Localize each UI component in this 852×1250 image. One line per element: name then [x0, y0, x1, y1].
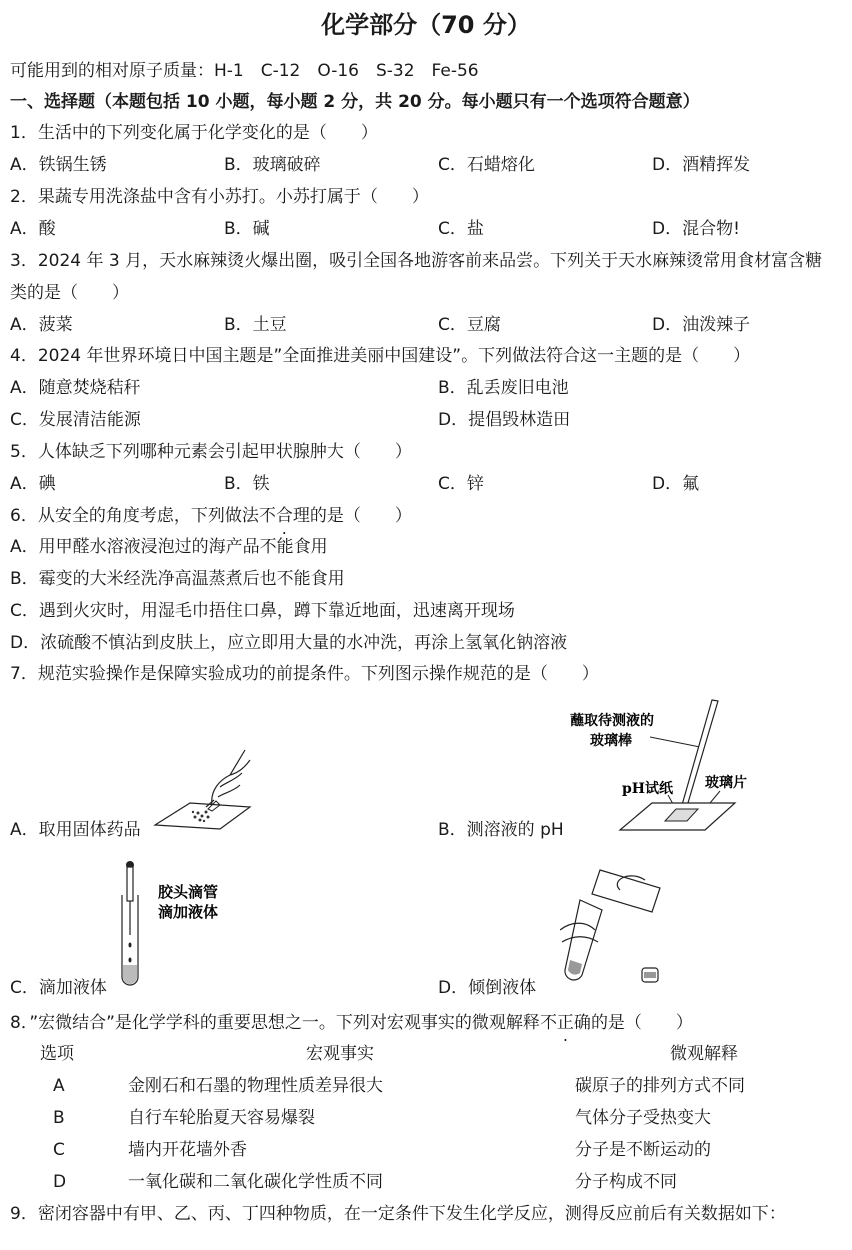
q8-row-c-fact: 墙内开花墙外香	[128, 1140, 247, 1160]
q8-row-b-explanation: 气体分子受热变大	[575, 1108, 711, 1128]
fig-b-label-ph-paper: pH试纸	[622, 781, 674, 797]
q3-option-d[interactable]: D．油泼辣子	[652, 315, 751, 335]
q8-stem-pre: 8．”宏微结合”是化学学科的重要思想之一。下列对宏观事实的微观解释	[10, 1013, 540, 1033]
q2-option-c[interactable]: C．盐	[438, 219, 484, 239]
q5-option-a[interactable]: A．碘	[10, 474, 56, 494]
q5-stem: 5．人体缺乏下列哪种元素会引起甲状腺肿大（ ）	[10, 442, 412, 462]
q6-stem-post: 的是（ ）	[309, 506, 412, 526]
figure-solid-reagent	[150, 745, 260, 835]
q3-option-c[interactable]: C．豆腐	[438, 315, 501, 335]
q3-stem-line1: 3．2024 年 3 月，天水麻辣烫火爆出圈，吸引全国各地游客前来品尝。下列关于天水麻辣烫常用食材富含糖	[10, 251, 823, 271]
figure-dropper	[110, 855, 250, 990]
figure-pouring	[560, 860, 690, 990]
q6-stem	[10, 505, 412, 527]
section-heading: 一、选择题（本题包括 10 小题，每小题 2 分，共 20 分。每小题只有一个选项符合题意）	[10, 92, 700, 112]
q8-header-macro: 宏观事实	[306, 1044, 374, 1064]
q8-header-option: 选项	[40, 1044, 74, 1064]
q1-option-d[interactable]: D．酒精挥发	[652, 155, 751, 175]
q8-stem-emphasis: 不正确	[539, 1013, 591, 1033]
q5-option-b[interactable]: B．铁	[224, 474, 270, 494]
q8-row-d-explanation: 分子构成不同	[575, 1172, 677, 1192]
q8-stem	[10, 1012, 693, 1034]
q6-stem-pre: 6．从安全的角度考虑，下列做法	[10, 506, 259, 526]
fig-c-label-dropper: 胶头滴管	[158, 883, 219, 901]
atomic-masses: 可能用到的相对原子质量：H-1 C-12 O-16 S-32 Fe-56	[10, 61, 479, 81]
q4-option-b[interactable]: B．乱丢废旧电池	[438, 378, 569, 398]
q8-row-b-label[interactable]: B	[53, 1108, 65, 1128]
q2-option-d[interactable]: D．混合物!	[652, 219, 740, 239]
q6-option-c[interactable]: C．遇到火灾时，用湿毛巾捂住口鼻，蹲下靠近地面，迅速离开现场	[10, 601, 515, 621]
q8-stem-post: 的是（ ）	[590, 1013, 693, 1033]
q3-stem-line2: 类的是（ ）	[10, 283, 129, 303]
q3-option-b[interactable]: B．土豆	[224, 315, 287, 335]
q1-option-c[interactable]: C．石蜡熔化	[438, 155, 535, 175]
q8-row-c-label[interactable]: C	[53, 1140, 65, 1160]
q2-option-b[interactable]: B．碱	[224, 219, 270, 239]
q4-option-a[interactable]: A．随意焚烧秸秆	[10, 378, 141, 398]
q7-option-b[interactable]: B．测溶液的 pH	[438, 820, 564, 840]
q7-stem: 7．规范实验操作是保障实验成功的前提条件。下列图示操作规范的是（ ）	[10, 664, 599, 684]
q8-row-a-fact: 金刚石和石墨的物理性质差异很大	[128, 1076, 383, 1096]
q8-header-micro: 微观解释	[670, 1044, 738, 1064]
q8-row-c-explanation: 分子是不断运动的	[575, 1140, 711, 1160]
figure-ph-test	[560, 695, 760, 835]
q6-option-a[interactable]: A．用甲醛水溶液浸泡过的海产品不能食用	[10, 537, 328, 557]
q8-row-b-fact: 自行车轮胎夏天容易爆裂	[128, 1108, 315, 1128]
q5-option-c[interactable]: C．锌	[438, 474, 484, 494]
q5-option-d[interactable]: D．氟	[652, 474, 700, 494]
q1-option-b[interactable]: B．玻璃破碎	[224, 155, 321, 175]
q7-option-d[interactable]: D．倾倒液体	[438, 978, 537, 998]
q1-option-a[interactable]: A．铁锅生锈	[10, 155, 107, 175]
q7-option-a[interactable]: A．取用固体药品	[10, 820, 141, 840]
q6-option-d[interactable]: D．浓硫酸不慎沾到皮肤上，应立即用大量的水冲洗，再涂上氢氧化钠溶液	[10, 633, 568, 653]
q6-option-b[interactable]: B．霉变的大米经洗净高温蒸煮后也不能食用	[10, 569, 345, 589]
q4-option-d[interactable]: D．提倡毁林造田	[438, 410, 571, 430]
page-title: 化学部分（70 分）	[321, 11, 531, 39]
q2-option-a[interactable]: A．酸	[10, 219, 56, 239]
fig-c-label-add-liquid: 滴加液体	[158, 903, 219, 921]
q8-row-d-fact: 一氧化碳和二氧化碳化学性质不同	[128, 1172, 383, 1192]
fig-b-label-glass-slide: 玻璃片	[705, 775, 747, 791]
q7-option-c[interactable]: C．滴加液体	[10, 978, 107, 998]
q4-stem: 4．2024 年世界环境日中国主题是”全面推进美丽中国建设”。下列做法符合这一主题的是（ ）	[10, 346, 751, 366]
q8-row-a-explanation: 碳原子的排列方式不同	[575, 1076, 745, 1096]
fig-b-label-glass-rod-1: 蘸取待测液的	[570, 713, 654, 729]
q1-stem: 1．生活中的下列变化属于化学变化的是（ ）	[10, 123, 378, 143]
q2-stem: 2．果蔬专用洗涤盐中含有小苏打。小苏打属于（ ）	[10, 187, 429, 207]
q8-row-a-label[interactable]: A	[53, 1076, 65, 1096]
q4-option-c[interactable]: C．发展清洁能源	[10, 410, 141, 430]
q6-stem-emphasis: 不合理	[258, 506, 310, 526]
q9-stem: 9．密闭容器中有甲、乙、丙、丁四种物质，在一定条件下发生化学反应，测得反应前后有关数据如下：	[10, 1204, 786, 1224]
fig-b-label-glass-rod-2: 玻璃棒	[590, 733, 632, 749]
q3-option-a[interactable]: A．菠菜	[10, 315, 73, 335]
q8-row-d-label[interactable]: D	[53, 1172, 67, 1192]
